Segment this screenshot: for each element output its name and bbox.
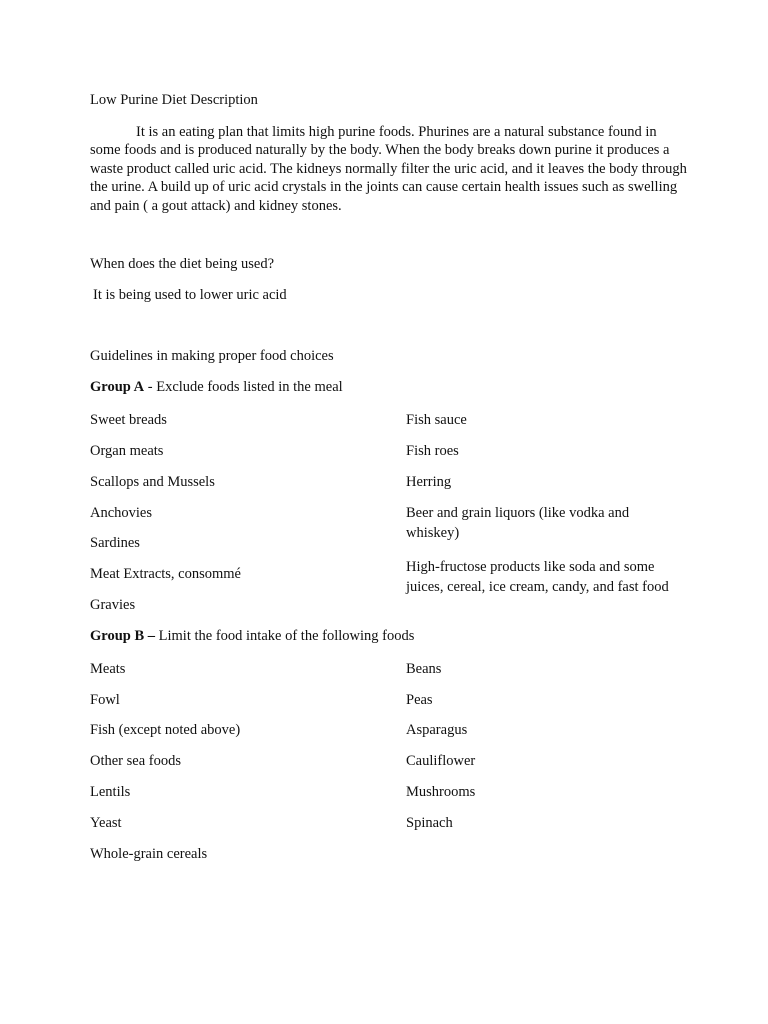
list-item: Herring (406, 474, 452, 490)
list-item: Gravies (90, 597, 136, 613)
list-item: Yeast (90, 815, 122, 831)
list-item: Cauliflower (406, 753, 476, 769)
list-item: Sweet breads (90, 412, 167, 428)
list-item: Scallops and Mussels (90, 474, 215, 490)
list-item: Fish roes (406, 443, 459, 459)
list-item: Fish sauce (406, 412, 467, 428)
list-item: Meat Extracts, consommé (90, 566, 241, 582)
group-b-label: Group B – (90, 628, 156, 644)
list-item: Meats (90, 661, 126, 677)
group-a-label: Group A (90, 379, 145, 395)
list-item: Lentils (90, 784, 131, 800)
guidelines-heading: Guidelines in making proper food choices (90, 348, 334, 364)
list-item: Organ meats (90, 443, 164, 459)
list-item: Spinach (406, 815, 453, 831)
list-item: Asparagus (406, 722, 468, 738)
list-item: Peas (406, 692, 433, 708)
list-item: High-fructose products like soda and some juices, cereal, ice cream, candy, and fast food (406, 559, 669, 595)
document-title: Low Purine Diet Description (90, 92, 258, 108)
list-item: Whole-grain cereals (90, 846, 208, 862)
list-item: Beer and grain liquors (like vodka and whiskey) (406, 505, 630, 541)
intro-paragraph: It is an eating plan that limits high purine foods. Phurines are a natural substance found in some foods and is produced naturally by the body. When the body breaks down purine it produces a waste product called uric acid. The kidneys normally filter the uric acid, and it leaves the body through the urine. A build up of uric acid crystals in the joints can cause certain health issues such as swelling and pain ( a gout attack) and kidney stones. (90, 124, 687, 214)
list-item: Fish (except noted above) (90, 722, 241, 738)
usage-answer: It is being used to lower uric acid (93, 287, 287, 303)
list-item: Mushrooms (406, 784, 476, 800)
group-a-description: - Exclude foods listed in the meal (144, 379, 343, 395)
list-item: Beans (406, 661, 442, 677)
group-a-heading (90, 379, 343, 396)
list-item: Sardines (90, 535, 140, 551)
list-item: Other sea foods (90, 753, 182, 769)
list-item: Fowl (90, 692, 120, 708)
group-b-heading (90, 628, 414, 645)
group-b-description: Limit the food intake of the following foods (155, 628, 415, 644)
usage-question: When does the diet being used? (90, 256, 275, 272)
list-item: Anchovies (90, 505, 153, 521)
